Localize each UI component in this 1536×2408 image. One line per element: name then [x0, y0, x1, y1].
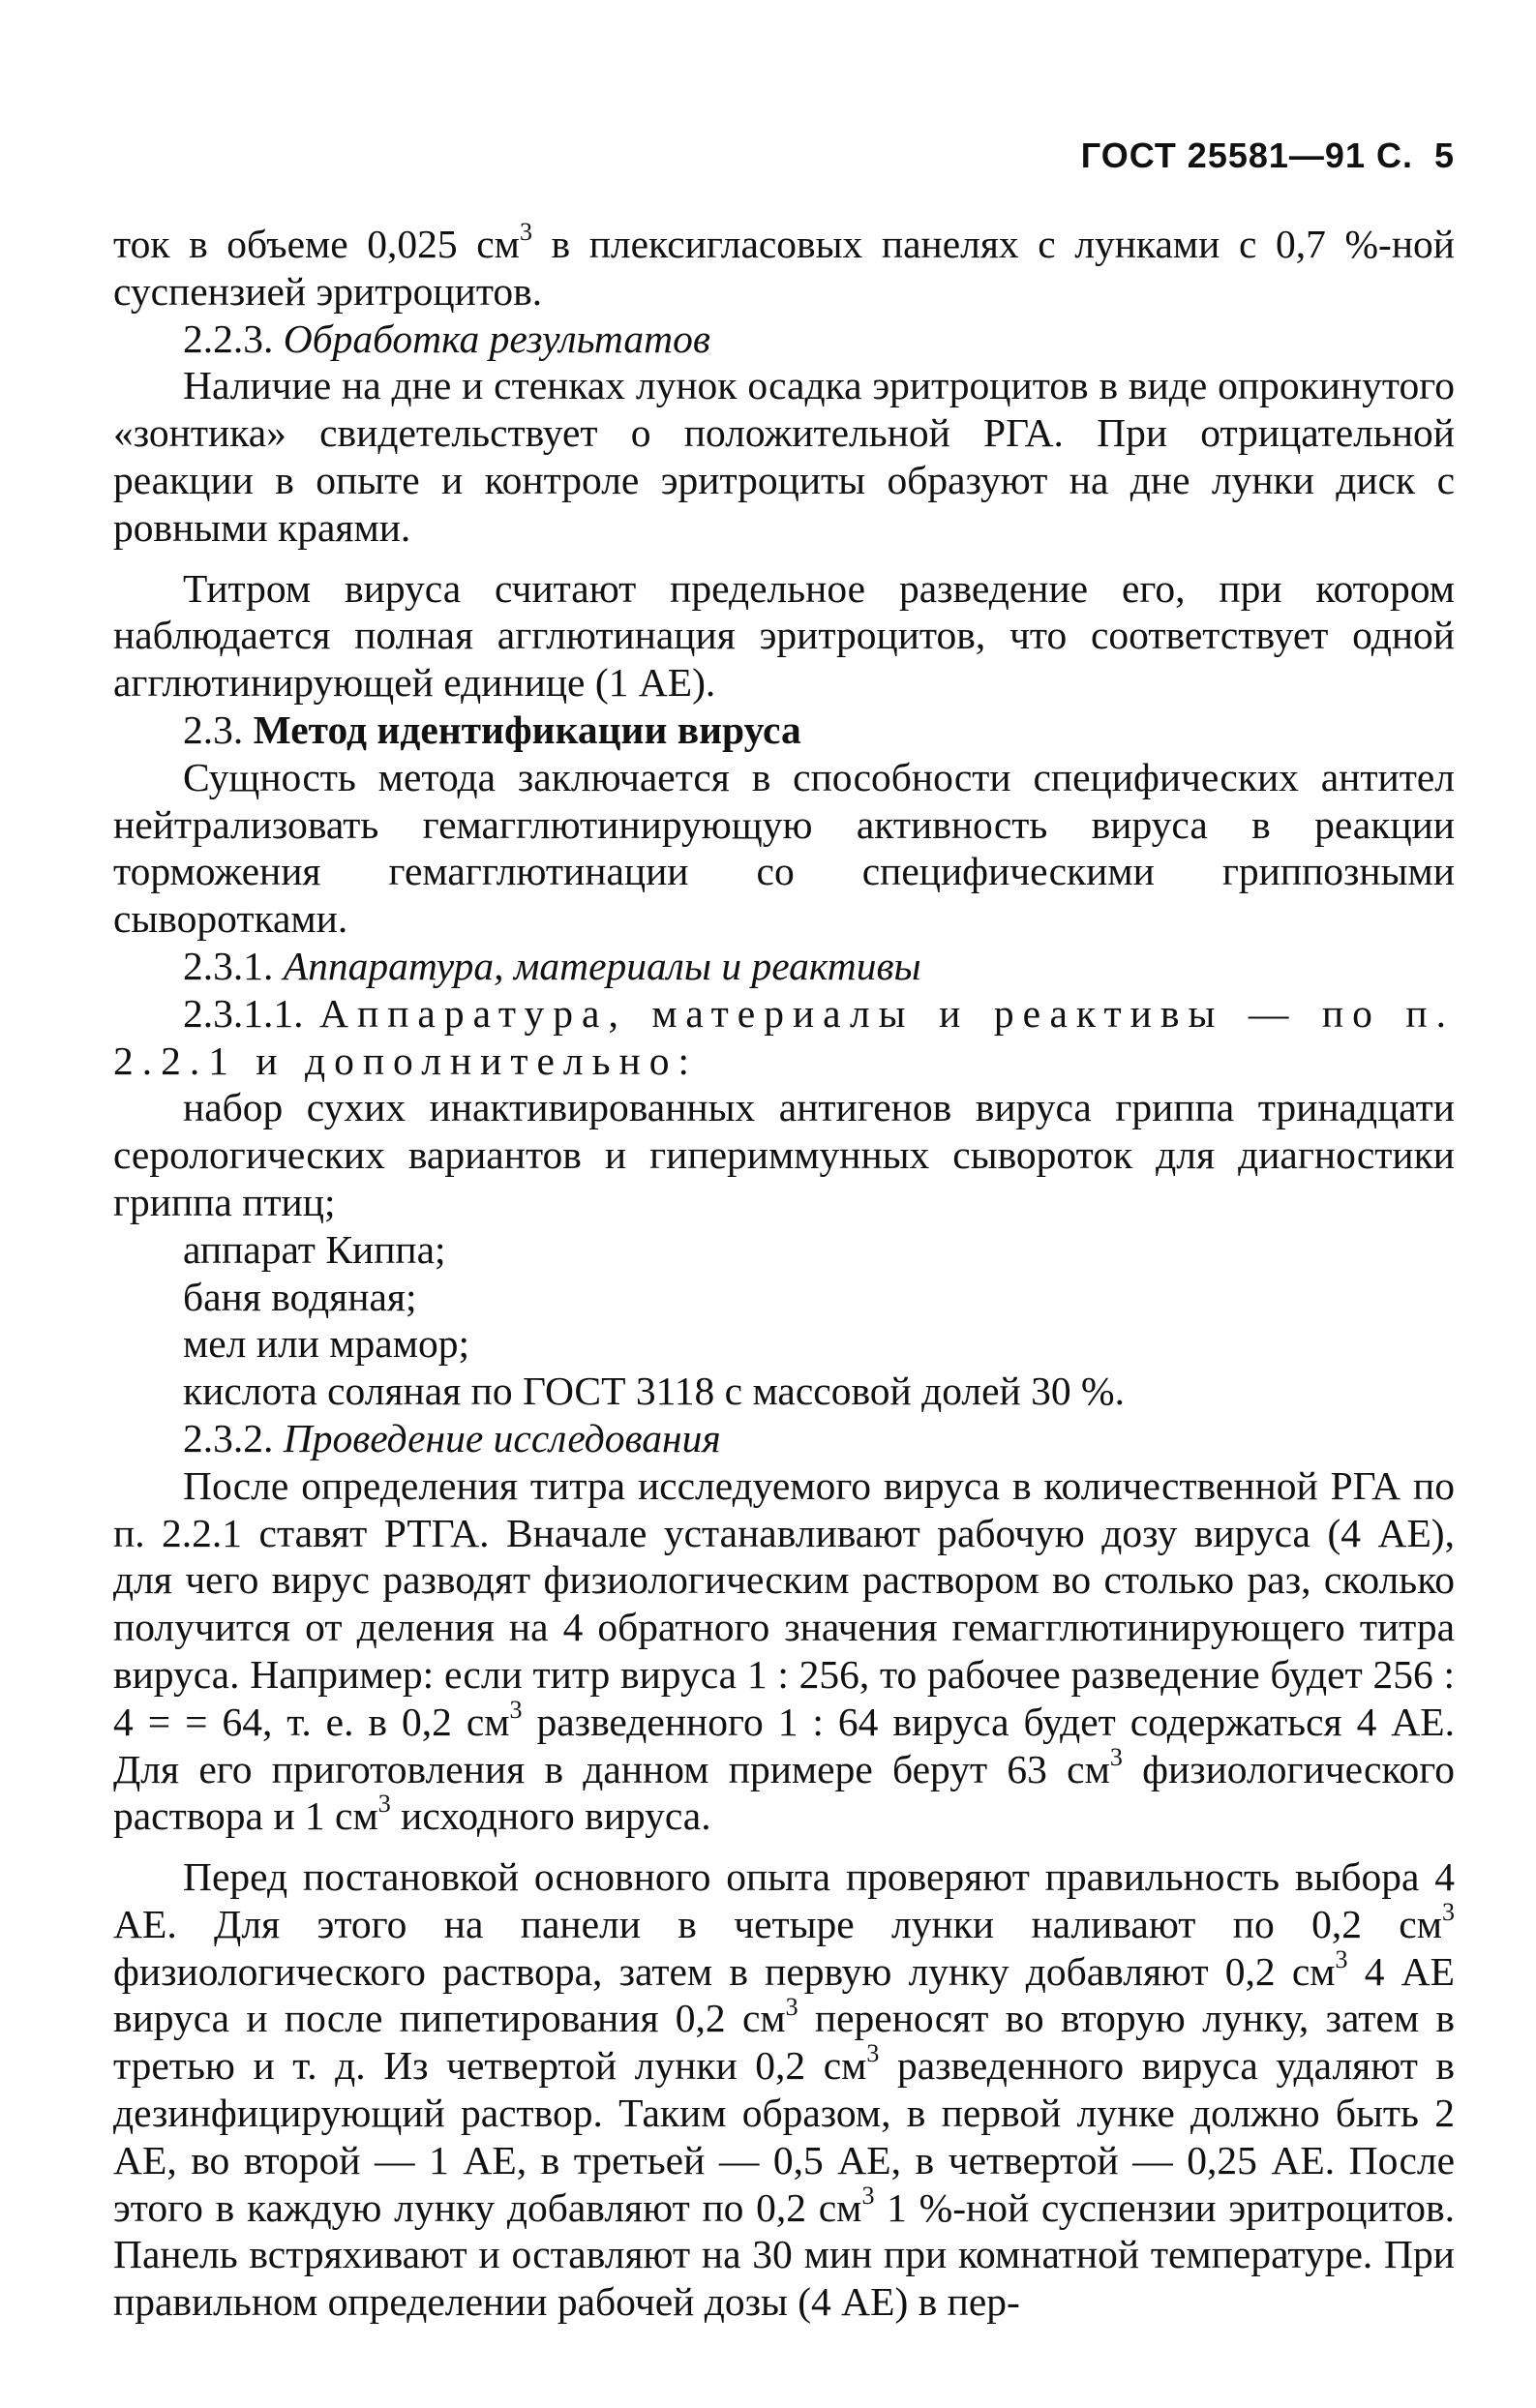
section-heading-2-3: 2.3. Метод идентификации вируса: [183, 707, 801, 752]
list-item: кислота соляная по ГОСТ 3118 с массовой долей 30 %.: [183, 1369, 1125, 1414]
paragraph-method-essence: Сущность метода заключается в способности специфических антител нейтрализовать гемагглютинирующую активность вируса в реакции торможения гемагглютинации со специфическими гриппозными сыворотками.: [113, 754, 1455, 942]
list-item: баня водяная;: [183, 1274, 417, 1319]
paragraph-results: Наличие на дне и стенках лунок осадка эритроцитов в виде опрокинутого «зонтика» свидетельствует о положительной РГА. При отрицательной реакции в опыте и контроле эритроциты образуют на дне лунки диск с ровными краями.: [113, 363, 1455, 550]
paragraph-titre: Титром вируса считают предельное разведение его, при котором наблюдается полная агглютинация эритроцитов, что соответствует одной агглютинирующей единице (1 АЕ).: [113, 565, 1455, 706]
section-heading-2-3-1: 2.3.1. Аппаратура, материалы и реактивы: [183, 943, 921, 988]
paragraph-continuation: ток в объеме 0,025 $см^3$ в плексигласовых панелях с лунками с 0,7 %-ной суспензией эритроцитов.: [113, 218, 1455, 314]
list-item: аппарат Киппа;: [183, 1226, 446, 1272]
page-body: [113, 218, 1455, 2326]
section-heading-2-2-3: 2.2.3. Обработка результатов: [183, 316, 710, 361]
paragraph-dose-check: Перед постановкой основного опыта проверяют правильность выбора 4 АЕ. Для этого на панели в четыре лунки наливают по 0,2 $см^3$ физиологического раствора, затем в первую лунку добавляют 0,2 $см^3$ 4 АЕ вируса и после пипетирования 0,2 $см^3$ переносят во вторую лунку, затем в третью и т. д. Из четвертой лунки 0,2 $см^3$ разведенного вируса удаляют в дезинфицирующий раствор. Таким образом, в первой лунке должно быть 2 АЕ, во второй — 1 АЕ, в третьей — 0,5 АЕ, в четвертой — 0,25 АЕ. После этого в каждую лунку добавляют по 0,2 $см^3$ 1 %-ной суспензии эритроцитов. Панель встряхивают и оставляют на 30 мин при комнатной температуре. При правильном определении рабочей дозы (4 АЕ) в пер-: [113, 1854, 1455, 2325]
page-header: ГОСТ 25581—91 С. 5: [1080, 135, 1455, 175]
list-item: мел или мрамор;: [183, 1321, 469, 1367]
paragraph-2-3-1-1: 2.3.1.1. Аппаратура, материалы и реактивы — по п. 2.2.1 и дополнительно:: [113, 990, 1455, 1083]
list-item: набор сухих инактивированных антигенов вируса гриппа тринадцати серологических вариантов и гипериммунных сывороток для диагностики гриппа птиц;: [113, 1085, 1455, 1224]
paragraph-procedure: После определения титра исследуемого вируса в количественной РГА по п. 2.2.1 ставят РТГА. Вначале устанавливают рабочую дозу вируса (4 АЕ), для чего вирус разводят физиологическим раствором во столько раз, сколько получится от деления на 4 обратного значения гемагглютинирующего титра вируса. Например: если титр вируса 1 : 256, то рабочее разведение будет 256 : 4 = = 64, т. е. в 0,2 $см^3$ разведенного 1 : 64 вируса будет содержаться 4 АЕ. Для его приготовления в данном примере берут 63 $см^3$ физиологического раствора и 1 $см^3$ исходного вируса.: [113, 1462, 1455, 1839]
section-heading-2-3-2: 2.3.2. Проведение исследования: [183, 1415, 721, 1460]
